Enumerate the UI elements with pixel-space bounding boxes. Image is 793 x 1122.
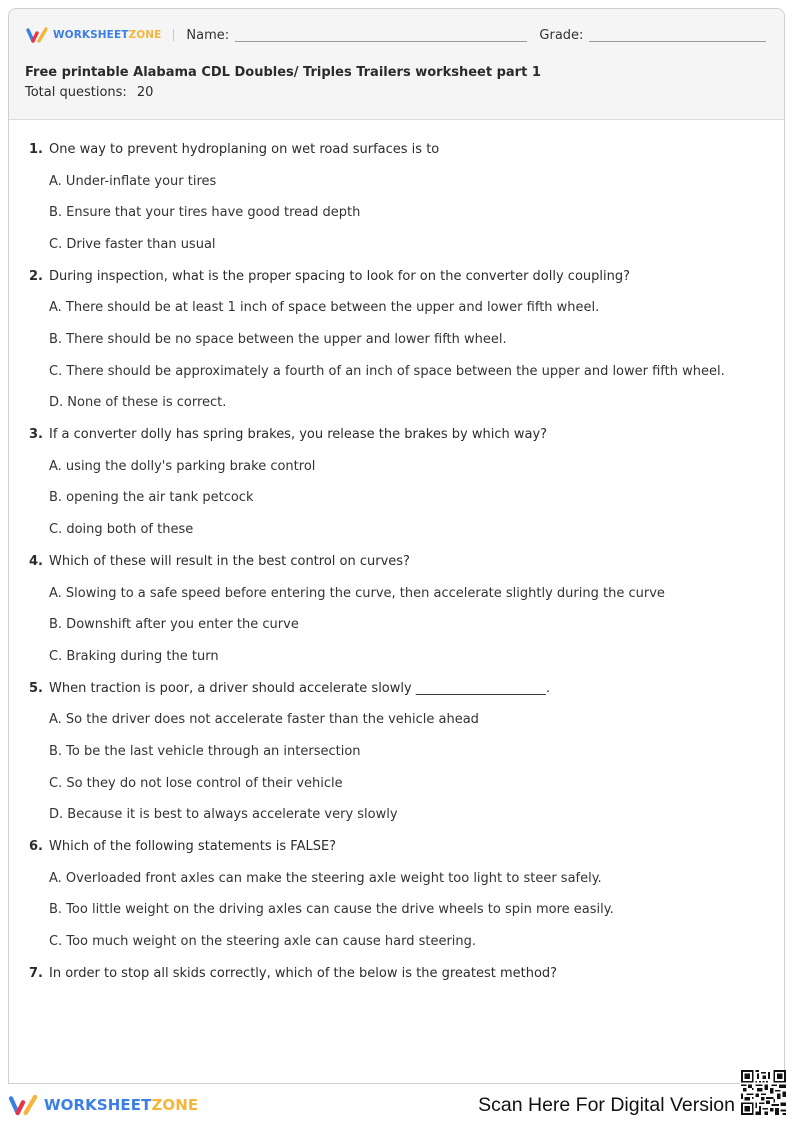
worksheet-title: Free printable Alabama CDL Doubles/ Triples Trailers worksheet part 1 bbox=[25, 65, 541, 80]
divider bbox=[173, 29, 174, 41]
answer-options bbox=[49, 458, 779, 539]
question-item bbox=[29, 680, 779, 824]
footer-logo bbox=[6, 1093, 198, 1117]
question-item bbox=[29, 965, 779, 983]
question-number: 3. bbox=[29, 427, 43, 443]
answer-option[interactable]: C. There should be approximately a fourth of an inch of space between the upper and lower fifth wheel. bbox=[49, 363, 725, 379]
worksheetzone-logo-icon bbox=[25, 26, 49, 44]
answer-option[interactable]: C. Drive faster than usual bbox=[49, 236, 216, 252]
answer-options bbox=[49, 173, 779, 254]
answer-options bbox=[49, 711, 779, 824]
brand-row bbox=[25, 25, 766, 45]
question-item bbox=[29, 426, 779, 539]
answer-options bbox=[49, 585, 779, 666]
question-text: Which of these will result in the best control on curves? bbox=[49, 553, 410, 569]
answer-option[interactable]: A. Overloaded front axles can make the steering axle weight too light to steer safely. bbox=[49, 870, 602, 886]
answer-option[interactable]: C. So they do not lose control of their vehicle bbox=[49, 775, 343, 791]
question-number: 4. bbox=[29, 553, 43, 569]
question-text: During inspection, what is the proper spacing to look for on the converter dolly coupling? bbox=[49, 268, 631, 284]
question-text: One way to prevent hydroplaning on wet road surfaces is to bbox=[49, 142, 440, 157]
answer-option[interactable]: A. using the dolly's parking brake control bbox=[49, 458, 316, 474]
answer-options bbox=[49, 870, 779, 951]
question-text: When traction is poor, a driver should accelerate slowly ____________________. bbox=[49, 680, 550, 696]
question-list bbox=[29, 141, 779, 997]
grade-field[interactable] bbox=[589, 41, 766, 42]
question-item bbox=[29, 838, 779, 951]
question-number: 2. bbox=[29, 268, 43, 284]
question-text: If a converter dolly has spring brakes, you release the brakes by which way? bbox=[49, 427, 548, 443]
answer-options bbox=[49, 299, 779, 412]
total-questions-value: 20 bbox=[136, 85, 154, 100]
question-item bbox=[29, 268, 779, 412]
logo-wordmark: WORKSHEETZONE bbox=[53, 29, 162, 41]
scan-for-digital-text: Scan Here For Digital Version bbox=[478, 1094, 735, 1116]
logo-wordmark: WORKSHEETZONE bbox=[44, 1096, 199, 1114]
answer-option[interactable]: B. opening the air tank petcock bbox=[49, 490, 254, 506]
question-number: 1. bbox=[29, 142, 43, 157]
question-number: 6. bbox=[29, 839, 43, 855]
question-item bbox=[29, 141, 779, 254]
question-text: In order to stop all skids correctly, which of the below is the greatest method? bbox=[49, 965, 558, 981]
question-number: 5. bbox=[29, 680, 43, 696]
question-text: Which of the following statements is FALSE? bbox=[49, 839, 337, 855]
answer-option[interactable]: C. Too much weight on the steering axle can cause hard steering. bbox=[49, 933, 477, 949]
answer-option[interactable]: C. Braking during the turn bbox=[49, 648, 219, 664]
answer-option[interactable]: B. To be the last vehicle through an intersection bbox=[49, 743, 361, 759]
answer-option[interactable]: B. Too little weight on the driving axles can cause the drive wheels to spin more easily. bbox=[49, 902, 614, 918]
qr-code-icon[interactable] bbox=[741, 1070, 786, 1115]
answer-option[interactable]: B. There should be no space between the upper and lower fifth wheel. bbox=[49, 331, 507, 347]
grade-label: Grade: bbox=[539, 27, 584, 43]
header-logo bbox=[25, 26, 161, 44]
question-number: 7. bbox=[29, 965, 43, 981]
question-item bbox=[29, 553, 779, 666]
question-row bbox=[29, 553, 779, 571]
question-row bbox=[29, 838, 779, 856]
answer-option[interactable]: A. So the driver does not accelerate faster than the vehicle ahead bbox=[49, 712, 479, 728]
worksheet-header bbox=[9, 9, 784, 120]
answer-option[interactable]: B. Ensure that your tires have good tread depth bbox=[49, 205, 361, 221]
total-questions bbox=[25, 85, 153, 100]
answer-option[interactable]: D. Because it is best to always accelerate very slowly bbox=[49, 807, 398, 823]
answer-option[interactable]: A. Slowing to a safe speed before entering the curve, then accelerate slightly during the curve bbox=[49, 585, 665, 601]
question-row bbox=[29, 268, 779, 286]
name-label: Name: bbox=[186, 27, 230, 43]
worksheet-page bbox=[8, 8, 785, 1084]
answer-option[interactable]: D. None of these is correct. bbox=[49, 395, 227, 411]
question-row bbox=[29, 965, 779, 983]
name-field[interactable] bbox=[235, 41, 527, 42]
question-row bbox=[29, 426, 779, 444]
answer-option[interactable]: C. doing both of these bbox=[49, 521, 194, 537]
page-divider bbox=[8, 1083, 740, 1084]
question-row bbox=[29, 141, 779, 159]
question-row bbox=[29, 680, 779, 698]
answer-option[interactable]: B. Downshift after you enter the curve bbox=[49, 617, 299, 633]
answer-option[interactable]: A. There should be at least 1 inch of space between the upper and lower fifth wheel. bbox=[49, 300, 600, 316]
answer-option[interactable]: A. Under-inflate your tires bbox=[49, 173, 217, 189]
total-questions-label: Total questions: bbox=[25, 85, 127, 100]
worksheetzone-logo-icon bbox=[6, 1093, 40, 1117]
